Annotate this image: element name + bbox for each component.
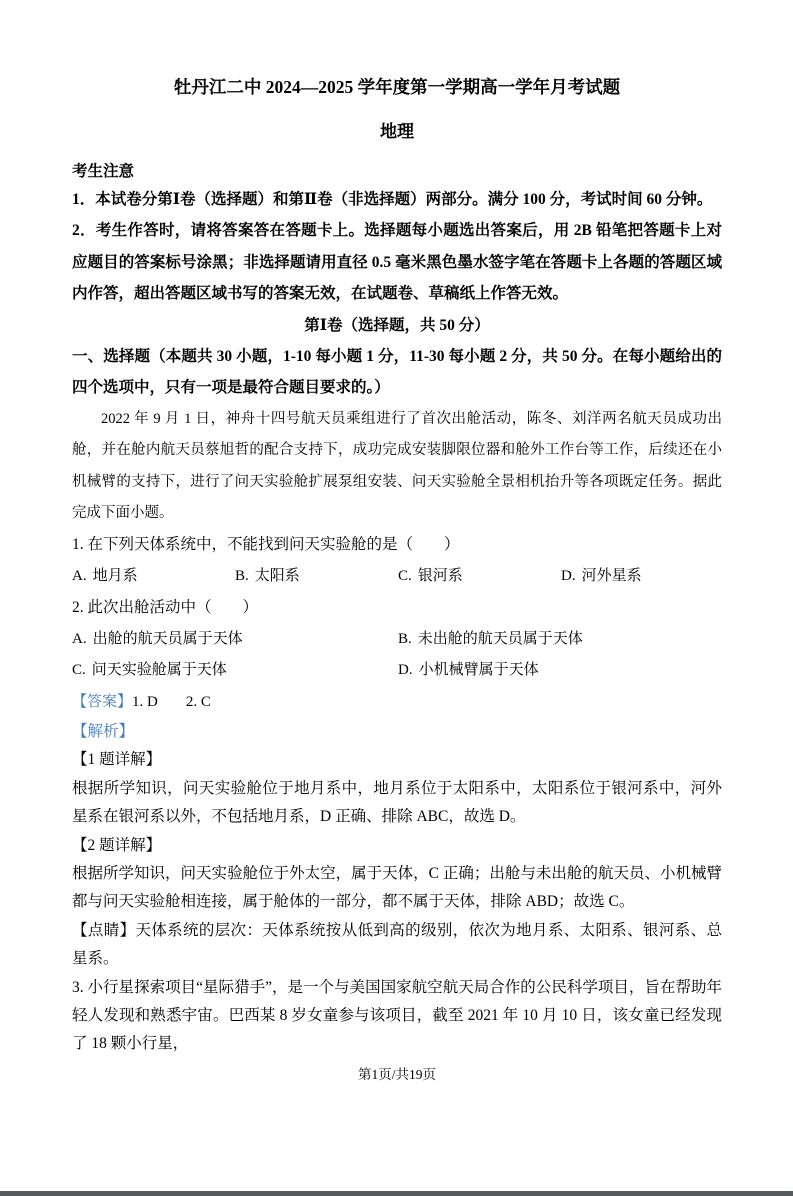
detail-2-heading: 【2 题详解】 (72, 836, 162, 854)
answer-1: 1. D (132, 693, 158, 710)
tip-text: 天体系统的层次：天体系统按从低到高的级别，依次为地月系、太阳系、银河系、总星系。 (72, 921, 722, 968)
question-2-stem: 2. 此次出舱活动中（ ） (72, 599, 259, 617)
option-2a (72, 624, 398, 655)
detail-2-text: 根据所学知识，问天实验舱位于外太空，属于天体，C 正确；出舱与未出舱的航天员、小机械臂都与问天实验舱相连接，属于舱体的一部分，都不属于天体，排除 ABD；故选 C。 (72, 864, 722, 911)
subject-title: 地理 (380, 122, 414, 141)
page-title: 牡丹江二中 2024—2025 学年度第一学期高一学年月考试题 (173, 77, 621, 97)
notice-heading: 考生注意 (72, 163, 135, 180)
option-2a-text: 出舱的航天员属于天体 (92, 630, 243, 647)
option-2b-text: 未出舱的航天员属于天体 (417, 630, 583, 647)
option-2c-text: 问天实验舱属于天体 (91, 662, 227, 679)
option-1c-text: 银河系 (417, 567, 463, 584)
option-1a (72, 561, 235, 592)
option-1c-label: C. (398, 567, 412, 584)
option-1d (561, 561, 642, 592)
option-1d-label: D. (561, 567, 576, 584)
analysis-label-line (72, 718, 722, 746)
option-2d-text: 小机械臂属于天体 (418, 662, 539, 679)
detail-1-heading: 【1 题详解】 (72, 751, 162, 769)
option-2c (72, 655, 398, 686)
question-3-stem: 3. 小行星探索项目“星际猎手”，是一个与美国国家航空航天局合作的公民科学项目，旨在帮助年轻人发现和熟悉宇宙。巴西某 8 岁女童参与该项目，截至 2021 年 10 月 10 日，该女童已经发现了 18 颗小行星， (72, 978, 722, 1053)
option-2b (398, 624, 583, 655)
bottom-bar (0, 1191, 793, 1196)
option-2c-label: C. (72, 662, 86, 679)
notice-item-2: 2．考生作答时，请将答案答在答题卡上。选择题每小题选出答案后，用 2B 铅笔把答题卡上对应题目的答案标号涂黑；非选择题请用直径 0.5 毫米黑色墨水签字笔在答题卡上各题的答题区域内作答，超出答题区域书写的答案无效，在试题卷、草稿纸上作答无效。 (72, 222, 722, 303)
option-1c (398, 561, 561, 592)
question-2-options-row-2 (72, 655, 722, 686)
tip-label: 【点睛】 (72, 921, 136, 939)
page-number: 第1页/共19页 (357, 1066, 436, 1082)
option-1b-text: 太阳系 (254, 567, 300, 584)
option-1a-label: A. (72, 567, 87, 584)
question-1-options (72, 561, 722, 592)
option-2d-label: D. (398, 662, 413, 679)
answer-2: 2. C (185, 693, 211, 710)
section-1-heading: 第Ⅰ卷（选择题，共 50 分） (304, 316, 490, 334)
option-1d-text: 河外星系 (581, 567, 642, 584)
passage-text: 2022 年 9 月 1 日，神舟十四号航天员乘组进行了首次出舱活动，陈冬、刘洋两名航天员成功出舱，并在舱内航天员蔡旭哲的配合支持下，成功完成安装脚限位器和舱外工作台等工作，后续还在小机械臂的支持下，进行了问天实验舱扩展泵组安装、问天实验舱全景相机抬升等各项既定任务。据此完成下面小题。 (72, 410, 722, 522)
answer-line (72, 687, 722, 718)
exam-page (0, 74, 793, 1089)
question-1-stem: 1. 在下列天体系统中，不能找到问天实验舱的是（ ） (72, 536, 460, 554)
detail-1-text: 根据所学知识，问天实验舱位于地月系中，地月系位于太阳系中，太阳系位于银河系中，河外星系在银河系以外，不包括地月系，D 正确、排除 ABC，故选 D。 (72, 779, 722, 826)
section-1-instruction: 一、选择题（本题共 30 小题，1-10 每小题 1 分，11-30 每小题 2 分，共 50 分。在每小题给出的四个选项中，只有一项是最符合题目要求的。） (72, 348, 722, 397)
option-2d (398, 655, 539, 686)
option-2b-label: B. (398, 630, 412, 647)
option-1b (235, 561, 398, 592)
option-1b-label: B. (235, 567, 249, 584)
analysis-label: 【解析】 (72, 722, 135, 740)
option-1a-text: 地月系 (92, 567, 138, 584)
tip-line (72, 917, 722, 974)
option-2a-label: A. (72, 630, 87, 647)
answer-label: 【答案】 (72, 693, 133, 710)
notice-item-1: 1．本试卷分第Ⅰ卷（选择题）和第Ⅱ卷（非选择题）两部分。满分 100 分，考试时间 60 分钟。 (72, 191, 713, 208)
question-2-options-row-1 (72, 624, 722, 655)
